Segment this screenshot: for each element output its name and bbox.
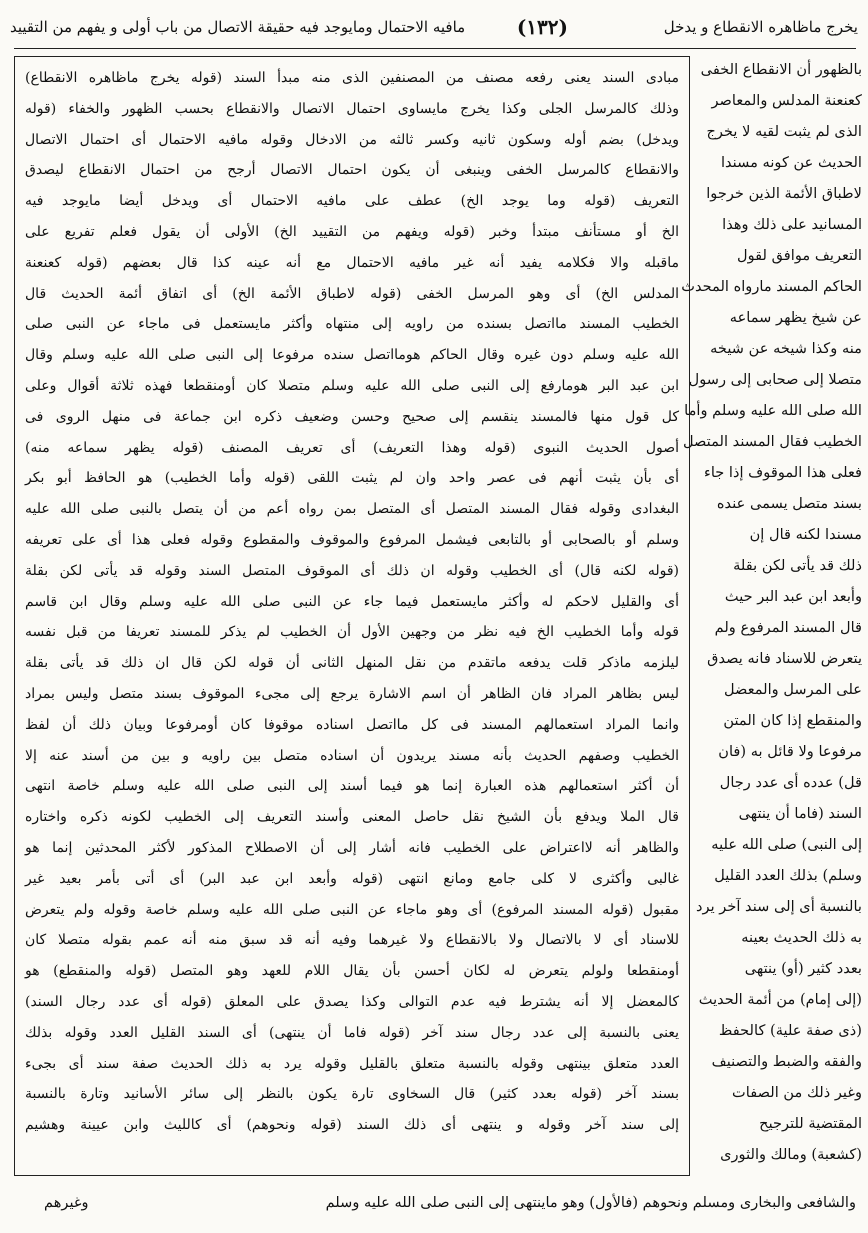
commentary-line: ويدخل) بضم أوله وسكون ثانيه وكسر ثالثه من الادخال وقوله مافيه الاحتمال أى احتمال الاتصال: [25, 131, 679, 148]
margin-line: والفقه والضبط والتصنيف: [711, 1053, 862, 1070]
commentary-line: المدلس الخ) أى وهو المرسل الخفى (قوله لاطباق الأئمة الخ) أى اتفاق أئمة الحديث قال: [25, 285, 679, 302]
margin-line: الخطيب فقال المسند المتصل: [682, 433, 862, 450]
commentary-line: العدد متعلق بينتهى وقوله بالنسبة متعلق بالقليل وقوله يرد به ذلك الحديث صفة سند أى بجىء: [25, 1055, 679, 1072]
commentary-line: إلى سند آخر وقوله و ينتهى أى ذلك السند (قوله ونحوهم) أى كالليث وابن عيينة وهشيم: [25, 1117, 679, 1134]
commentary-line: أى بأن يثبت أنهم فى عصر واحد وان لم يثبت اللقى (قوله وأما الخطيب) هو الحافظ أبو بكر: [25, 470, 679, 487]
commentary-line: للاسناد أى لا بالاتصال ولا بالانقطاع ولا غيرهما وفيه أنه قد سبق منه أنه عمم بقوله متصلا كان: [25, 932, 679, 949]
commentary-line: مقبول (قوله المسند المرفوع) أى وهو ماجاء عن النبى صلى الله عليه وسلم خاصة وقوله ولم يتعرض: [25, 901, 679, 918]
commentary-line: وذلك كالمرسل الجلى وكذا يخرج مايساوى احتمال الاتصال والانقطاع بحسب الظهور والخفاء (قوله: [25, 100, 679, 117]
commentary-line: (قوله لكنه قال) أى الخطيب وقوله ان ذلك أى الموقوف المتصل السند وقوله قد يأتى لكن بقلة: [25, 562, 679, 579]
header-running-text-left: مافيه الاحتمال ومايوجد فيه حقيقة الاتصال من باب أولى و يفهم من التقييد: [10, 18, 466, 36]
commentary-line: الخطيب وصفهم الحديث بأنه مسند يريدون أن اسناده متصل بين راويه و بين من أسند عنه إلا: [25, 747, 679, 764]
commentary-line: قال الملا ويدفع بأن الشيخ نقل حاصل المعنى وأسند التعريف إلى الخطيب لكونه ذكره واختاره: [25, 809, 679, 826]
margin-line: (إلى إمام) من أئمة الحديث: [698, 991, 862, 1008]
commentary-line: كالمعضل إلا أنه يشترط فيه عدم التوالى وكذا يصدق على المعلق (قوله أى عدد رجال السند): [25, 993, 679, 1010]
margin-line: قال المسند المرفوع ولم: [714, 619, 862, 636]
commentary-line: البغدادى وقوله فقال المسند المتصل أى المتصل بمن رواه أعم من أن يتصل بالنبى صلى الله عليه: [25, 501, 679, 518]
header-running-text-right: يخرج ماظاهره الانقطاع و يدخل: [663, 18, 858, 36]
margin-line: فعلى هذا الموقوف إذا جاء: [703, 464, 862, 481]
margin-line: التعريف موافق لقول: [737, 247, 862, 264]
margin-line: مرفوعا ولا قائل به (فان: [718, 743, 862, 760]
margin-line: لاطباق الأئمة الذين خرجوا: [706, 185, 862, 202]
margin-line: يتعرض للاسناد فانه يصدق: [707, 650, 862, 667]
margin-line: المقتضية للترجيح: [759, 1115, 862, 1132]
commentary-line: الخ أو مستأنف مبتدأ وخبر (قوله ويفهم من التقييد الخ) الأولى أن يقول فعلم تفريع على: [25, 223, 679, 240]
margin-line: وأبعد ابن عبد البر حيث: [724, 588, 862, 605]
commentary-line: ماقبله والا فكلامه يفيد أنه غير مافيه الاحتمال مع أنه عينه كذا قال بعضهم (قوله كعنعنة: [25, 254, 679, 271]
commentary-line: الخطيب المسند مااتصل بسنده من راويه إلى منتهاه وأكثر مايستعمل فى ماجاء عن النبى صلى: [25, 316, 679, 333]
commentary-box: [14, 56, 690, 1176]
margin-line: ذلك قد يأتى لكن بقلة: [733, 557, 862, 574]
commentary-line: وانما المراد استعمالهم المسند فى كل مااتصل اسناده موقوفا كان أومرفوعا وبيان ذلك أن لفظ: [25, 716, 679, 733]
header-rule: [14, 48, 856, 49]
commentary-line: أصول الحديث النبوى (قوله وهذا التعريف) أى تعريف المصنف (قوله يظهر سماعه منه): [25, 439, 679, 456]
margin-line: الحديث عن كونه مسندا: [720, 154, 862, 171]
margin-line: قل) عدده أى عدد رجال: [719, 774, 862, 791]
margin-line: متصلا إلى صحابى إلى رسول: [688, 371, 862, 388]
commentary-line: أومنقطعا ولولم يتعرض له لكان أحسن بأن يقال اللام للعهد وهو المتصل (قوله والمنقطع) هو: [25, 963, 679, 980]
commentary-line: أن أكثر استعمالهم هذه العبارة إنما هو فيما أسند إلى النبى صلى الله عليه وسلم خاصة انتهى: [25, 778, 679, 795]
margin-line: الذى لم يثبت لقيه لا يخرج: [706, 123, 862, 140]
page-header: [10, 10, 858, 44]
margin-line: منه وكذا شيخه عن شيخه: [710, 340, 862, 357]
margin-line: (كشعبة) ومالك والثورى: [720, 1146, 862, 1163]
margin-line: الحاكم المسند مارواه المحدث: [681, 278, 862, 295]
commentary-line: ليس بظاهر المراد فان الظاهر أن اسم الاشارة يرجع إلى مجىء الموقوف بسند متصل وليس بمراد: [25, 685, 679, 702]
commentary-line: وسلم أو بالصحابى أو بالتابعى فيشمل المرفوع والموقوف والمقطوع وقوله فعلى هذا أى على تعريفه: [25, 531, 680, 548]
commentary-line: بسند آخر (قوله بعدد كثير) قال السخاوى تارة يكون بالنظر إلى سائر الأسانيد وتارة بالنسبة: [25, 1086, 679, 1103]
footer-text: والشافعى والبخارى ومسلم ونحوهم (فالأول) وهو ماينتهى إلى النبى صلى الله عليه وسلم: [325, 1194, 856, 1211]
footer-catchword: وغيرهم: [44, 1194, 89, 1211]
margin-line: بالظهور أن الانقطاع الخفى: [700, 61, 862, 78]
margin-line: المسانيد على ذلك وهذا: [722, 216, 862, 233]
margin-line: كعنعنة المدلس والمعاصر: [711, 92, 862, 109]
margin-line: بعدد كثير (أو) ينتهى: [744, 960, 862, 977]
margin-line: وغير ذلك من الصفات: [732, 1084, 862, 1101]
margin-line: مسندا لكنه قال إن: [749, 526, 862, 543]
commentary-line: ابن عبد البر هومارفع إلى النبى صلى الله عليه وسلم متصلا كان أومنقطعا فهذه ثلاثة أقوال وعلى: [25, 377, 679, 394]
margin-line: إلى النبى) صلى الله عليه: [711, 836, 862, 853]
commentary-line: والظاهر أنه لااعتراض على الخطيب فانه أشار إلى أن الاصطلاح المذكور لأكثر المحدثين إنما هو: [25, 839, 679, 856]
commentary-line: التعريف (قوله وما يوجد الخ) عطف على مافيه الاحتمال أى ويدخل أيضا مايوجد فيه: [25, 193, 679, 210]
commentary-line: ليلزمه ماذكر قلت يدفعه ماتقدم من نقل المنهل الثانى أن قوله لكن قال ان ذلك قد يأتى بقلة: [25, 655, 679, 672]
commentary-line: قوله وأما الخطيب الخ فيه نظر من وجهين الأول أن الخطيب لم يذكر للمسند تعريفا من قبل نفسه: [25, 624, 679, 641]
margin-line: السند (فاما أن ينتهى: [738, 805, 862, 822]
margin-line: على المرسل والمعضل: [724, 681, 862, 698]
margin-line: به ذلك الحديث بعينه: [741, 929, 862, 946]
margin-line: والمنقطع إذا كان المتن: [723, 712, 862, 729]
margin-line: وسلم) بذلك العدد القليل: [714, 867, 862, 884]
commentary-line: أى والقليل لاحكم له وأكثر مايستعمل فيما جاء عن النبى صلى الله عليه وسلم وقال ابن قاسم: [25, 593, 679, 610]
page-footer: [14, 1186, 856, 1220]
margin-line: بسند متصل يسمى عنده: [716, 495, 862, 512]
commentary-line: مبادى السند يعنى رفعه مصنف من المصنفين الذى منه مبدأ السند (قوله يخرج ماظاهره الانقطاع): [25, 70, 679, 86]
commentary-line: والانقطاع كالمرسل الخفى وينبغى أن يكون احتمال الاتصال أرجح من احتمال الانقطاع ليصدق: [25, 162, 679, 179]
margin-line: الله صلى الله عليه وسلم وأما: [684, 402, 862, 419]
commentary-line: الله عليه وسلم دون غيره وقال الحاكم هومااتصل سنده مرفوعا إلى النبى صلى الله عليه وسلم وقال: [25, 347, 679, 364]
margin-text-column: [681, 54, 862, 1180]
commentary-line: كل قول منها فالمسند ينقسم إلى صحيح وحسن وضعيف ذكره ابن جماعة فى منهل الروى فى: [25, 408, 679, 425]
margin-line: (ذى صفة علية) كالحفظ: [718, 1022, 862, 1039]
commentary-line: يعنى بالنسبة إلى عدد رجال سند آخر (قوله فاما أن ينتهى) أى السند القليل العدد وقوله بذلك: [25, 1024, 679, 1041]
margin-line: بالنسبة أى إلى سند آخر يرد: [696, 898, 862, 915]
commentary-line: غالبى وأكثرى لا كلى جامع ومانع انتهى (قوله وأبعد ابن عبد البر) أى أتى بأمر بعيد غير: [25, 870, 679, 887]
margin-line: عن شيخ يظهر سماعه: [729, 309, 862, 326]
page-number: (١٣٢): [516, 15, 568, 39]
